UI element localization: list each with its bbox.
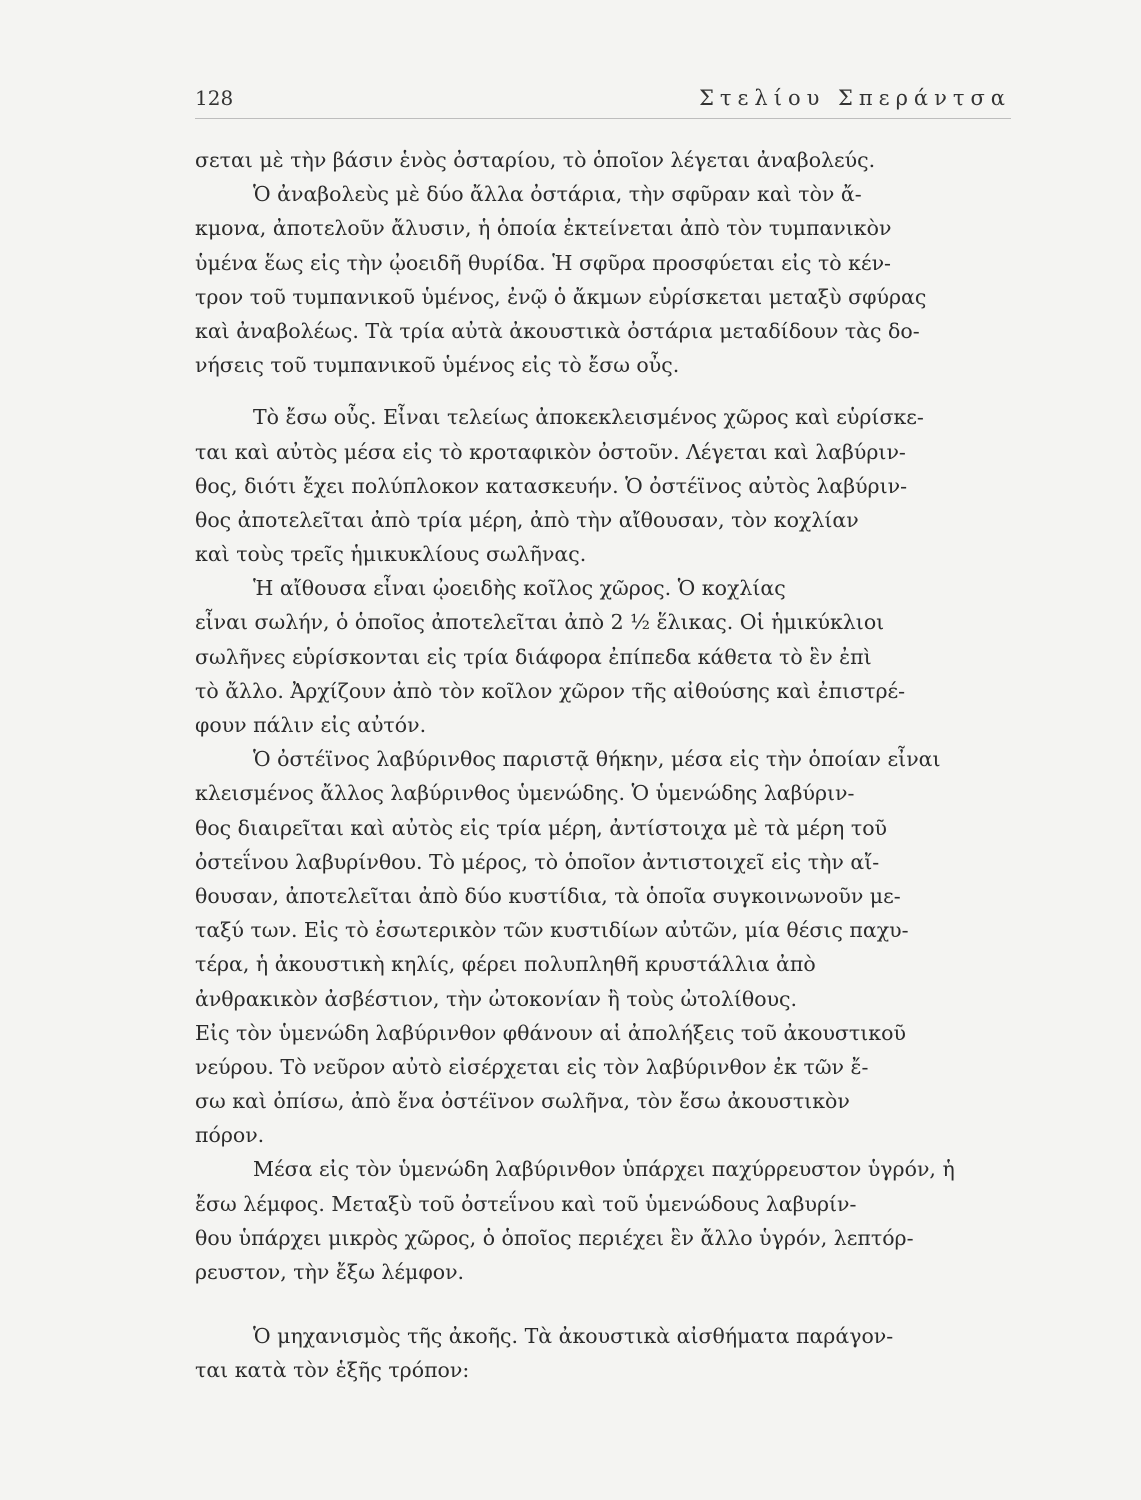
text-line: Ὁ ὀστέϊνος λαβύρινθος παριστᾷ θήκην, μέσα εἰς τὴν ὁποίαν εἶναι [253, 747, 941, 772]
text-line: σωλῆνες εὑρίσκονται εἰς τρία διάφορα ἐπίπεδα κάθετα τὸ ἓν ἐπὶ [195, 644, 872, 669]
text-line: τρον τοῦ τυμπανικοῦ ὑμένος, ἐνῷ ὁ ἄκμων εὑρίσκεται μεταξὺ σφύρας [195, 284, 927, 309]
text-line: θουσαν, ἀποτελεῖται ἀπὸ δύο κυστίδια, τὰ ὁποῖα συγκοινωνοῦν με- [195, 883, 901, 908]
text-line: νεύρου. Τὸ νεῦρον αὐτὸ εἰσέρχεται εἰς τὸν λαβύρινθον ἐκ τῶν ἔ- [195, 1054, 869, 1079]
text-line: Μέσα εἰς τὸν ὑμενώδη λαβύρινθον ὑπάρχει παχύρρευστον ὑγρόν, ἡ [253, 1157, 955, 1182]
text-line: ται καὶ αὐτὸς μέσα εἰς τὸ κροταφικὸν ὀστοῦν. Λέγεται καὶ λαβύριν- [195, 439, 906, 464]
text-line: θος διαιρεῖται καὶ αὐτὸς εἰς τρία μέρη, ἀντίστοιχα μὲ τὰ μέρη τοῦ [195, 815, 888, 840]
text-line: κμονα, ἀποτελοῦν ἄλυσιν, ἡ ὁποία ἐκτείνεται ἀπὸ τὸν τυμπανικὸν [195, 216, 892, 241]
text-line: φουν πάλιν εἰς αὐτόν. [195, 713, 427, 737]
text-line: τέρα, ἡ ἀκουστικὴ κηλίς, φέρει πολυπληθῆ κρυστάλλια ἀπὸ [195, 952, 816, 977]
text-line: Ὁ ἀναβολεὺς μὲ δύο ἄλλα ὀστάρια, τὴν σφῦραν καὶ τὸν ἄ- [253, 182, 862, 207]
page-number: 128 [195, 86, 234, 110]
text-line: σω καὶ ὀπίσω, ἀπὸ ἕνα ὀστέϊνον σωλῆνα, τὸν ἔσω ἀκουστικὸν [195, 1089, 850, 1114]
text-line: πόρον. [195, 1123, 265, 1148]
text-line: ὀστεΐνου λαβυρίνθου. Τὸ μέρος, τὸ ὁποῖον ἀντιστοιχεῖ εἰς τὴν αἴ- [195, 849, 880, 874]
text-line: ὑμένα ἕως εἰς τὴν ᾠοειδῆ θυρίδα. Ἡ σφῦρα προσφύεται εἰς τὸ κέν- [195, 250, 891, 275]
text-line: τὸ ἄλλο. Ἀρχίζουν ἀπὸ τὸν κοῖλον χῶρον τῆς αἰθούσης καὶ ἐπιστρέ- [195, 678, 906, 703]
text-line: νήσεις τοῦ τυμπανικοῦ ὑμένος εἰς τὸ ἔσω οὖς. [195, 353, 680, 378]
text-line: θος ἀποτελεῖται ἀπὸ τρία μέρη, ἀπὸ τὴν αἴθουσαν, τὸν κοχλίαν [195, 507, 859, 532]
body-text [195, 143, 1015, 1388]
text-line: Εἰς τὸν ὑμενώδη λαβύρινθον φθάνουν αἱ ἀπολήξεις τοῦ ἀκουστικοῦ [195, 1020, 906, 1045]
text-line: ται κατὰ τὸν ἑξῆς τρόπον: [195, 1358, 470, 1383]
text-line: ταξύ των. Εἰς τὸ ἐσωτερικὸν τῶν κυστιδίων αὐτῶν, μία θέσις παχυ- [195, 918, 909, 943]
text-line: καὶ τοὺς τρεῖς ἡμικυκλίους σωλῆνας. [195, 542, 587, 567]
text-line: Ἡ αἴθουσα εἶναι ᾠοειδὴς κοῖλος χῶρος. Ὁ κοχλίας [253, 576, 786, 601]
text-line: ἔσω λέμφος. Μεταξὺ τοῦ ὀστεΐνου καὶ τοῦ ὑμενώδους λαβυρίν- [195, 1191, 857, 1216]
header-rule [195, 118, 1011, 119]
section-heading-line: Ὁ μηχανισμὸς τῆς ἀκοῆς. Τὰ ἀκουστικὰ αἰσθήματα παράγον- [253, 1324, 894, 1349]
text-line: εἶναι σωλήν, ὁ ὁποῖος ἀποτελεῖται ἀπὸ 2 ½ ἕλικας. Οἱ ἡμικύκλιοι [195, 610, 885, 635]
running-title: Στελίου Σπεράντσα [699, 86, 1011, 110]
text-line: ἀνθρακικὸν ἀσβέστιον, τὴν ὠτοκονίαν ἢ τοὺς ὠτολίθους. [195, 986, 798, 1011]
text-line: σεται μὲ τὴν βάσιν ἑνὸς ὀσταρίου, τὸ ὁποῖον λέγεται ἀναβολεύς. [195, 148, 876, 172]
section-heading-line: Τὸ ἔσω οὖς. Εἶναι τελείως ἀποκεκλεισμένος χῶρος καὶ εὑρίσκε- [253, 405, 924, 430]
text-line: καὶ ἀναβολέως. Τὰ τρία αὐτὰ ἀκουστικὰ ὀστάρια μεταδίδουν τὰς δο- [195, 318, 920, 343]
text-line: θος, διότι ἔχει πολύπλοκον κατασκευήν. Ὁ ὀστέϊνος αὐτὸς λαβύριν- [195, 473, 908, 498]
text-line: θου ὑπάρχει μικρὸς χῶρος, ὁ ὁποῖος περιέχει ἓν ἄλλο ὑγρόν, λεπτόρ- [195, 1225, 914, 1250]
text-line: ρευστον, τὴν ἔξω λέμφον. [195, 1260, 465, 1284]
text-line: κλεισμένος ἄλλος λαβύρινθος ὑμενώδης. Ὁ ὑμενώδης λαβύριν- [195, 781, 855, 806]
page-header [195, 86, 1011, 110]
